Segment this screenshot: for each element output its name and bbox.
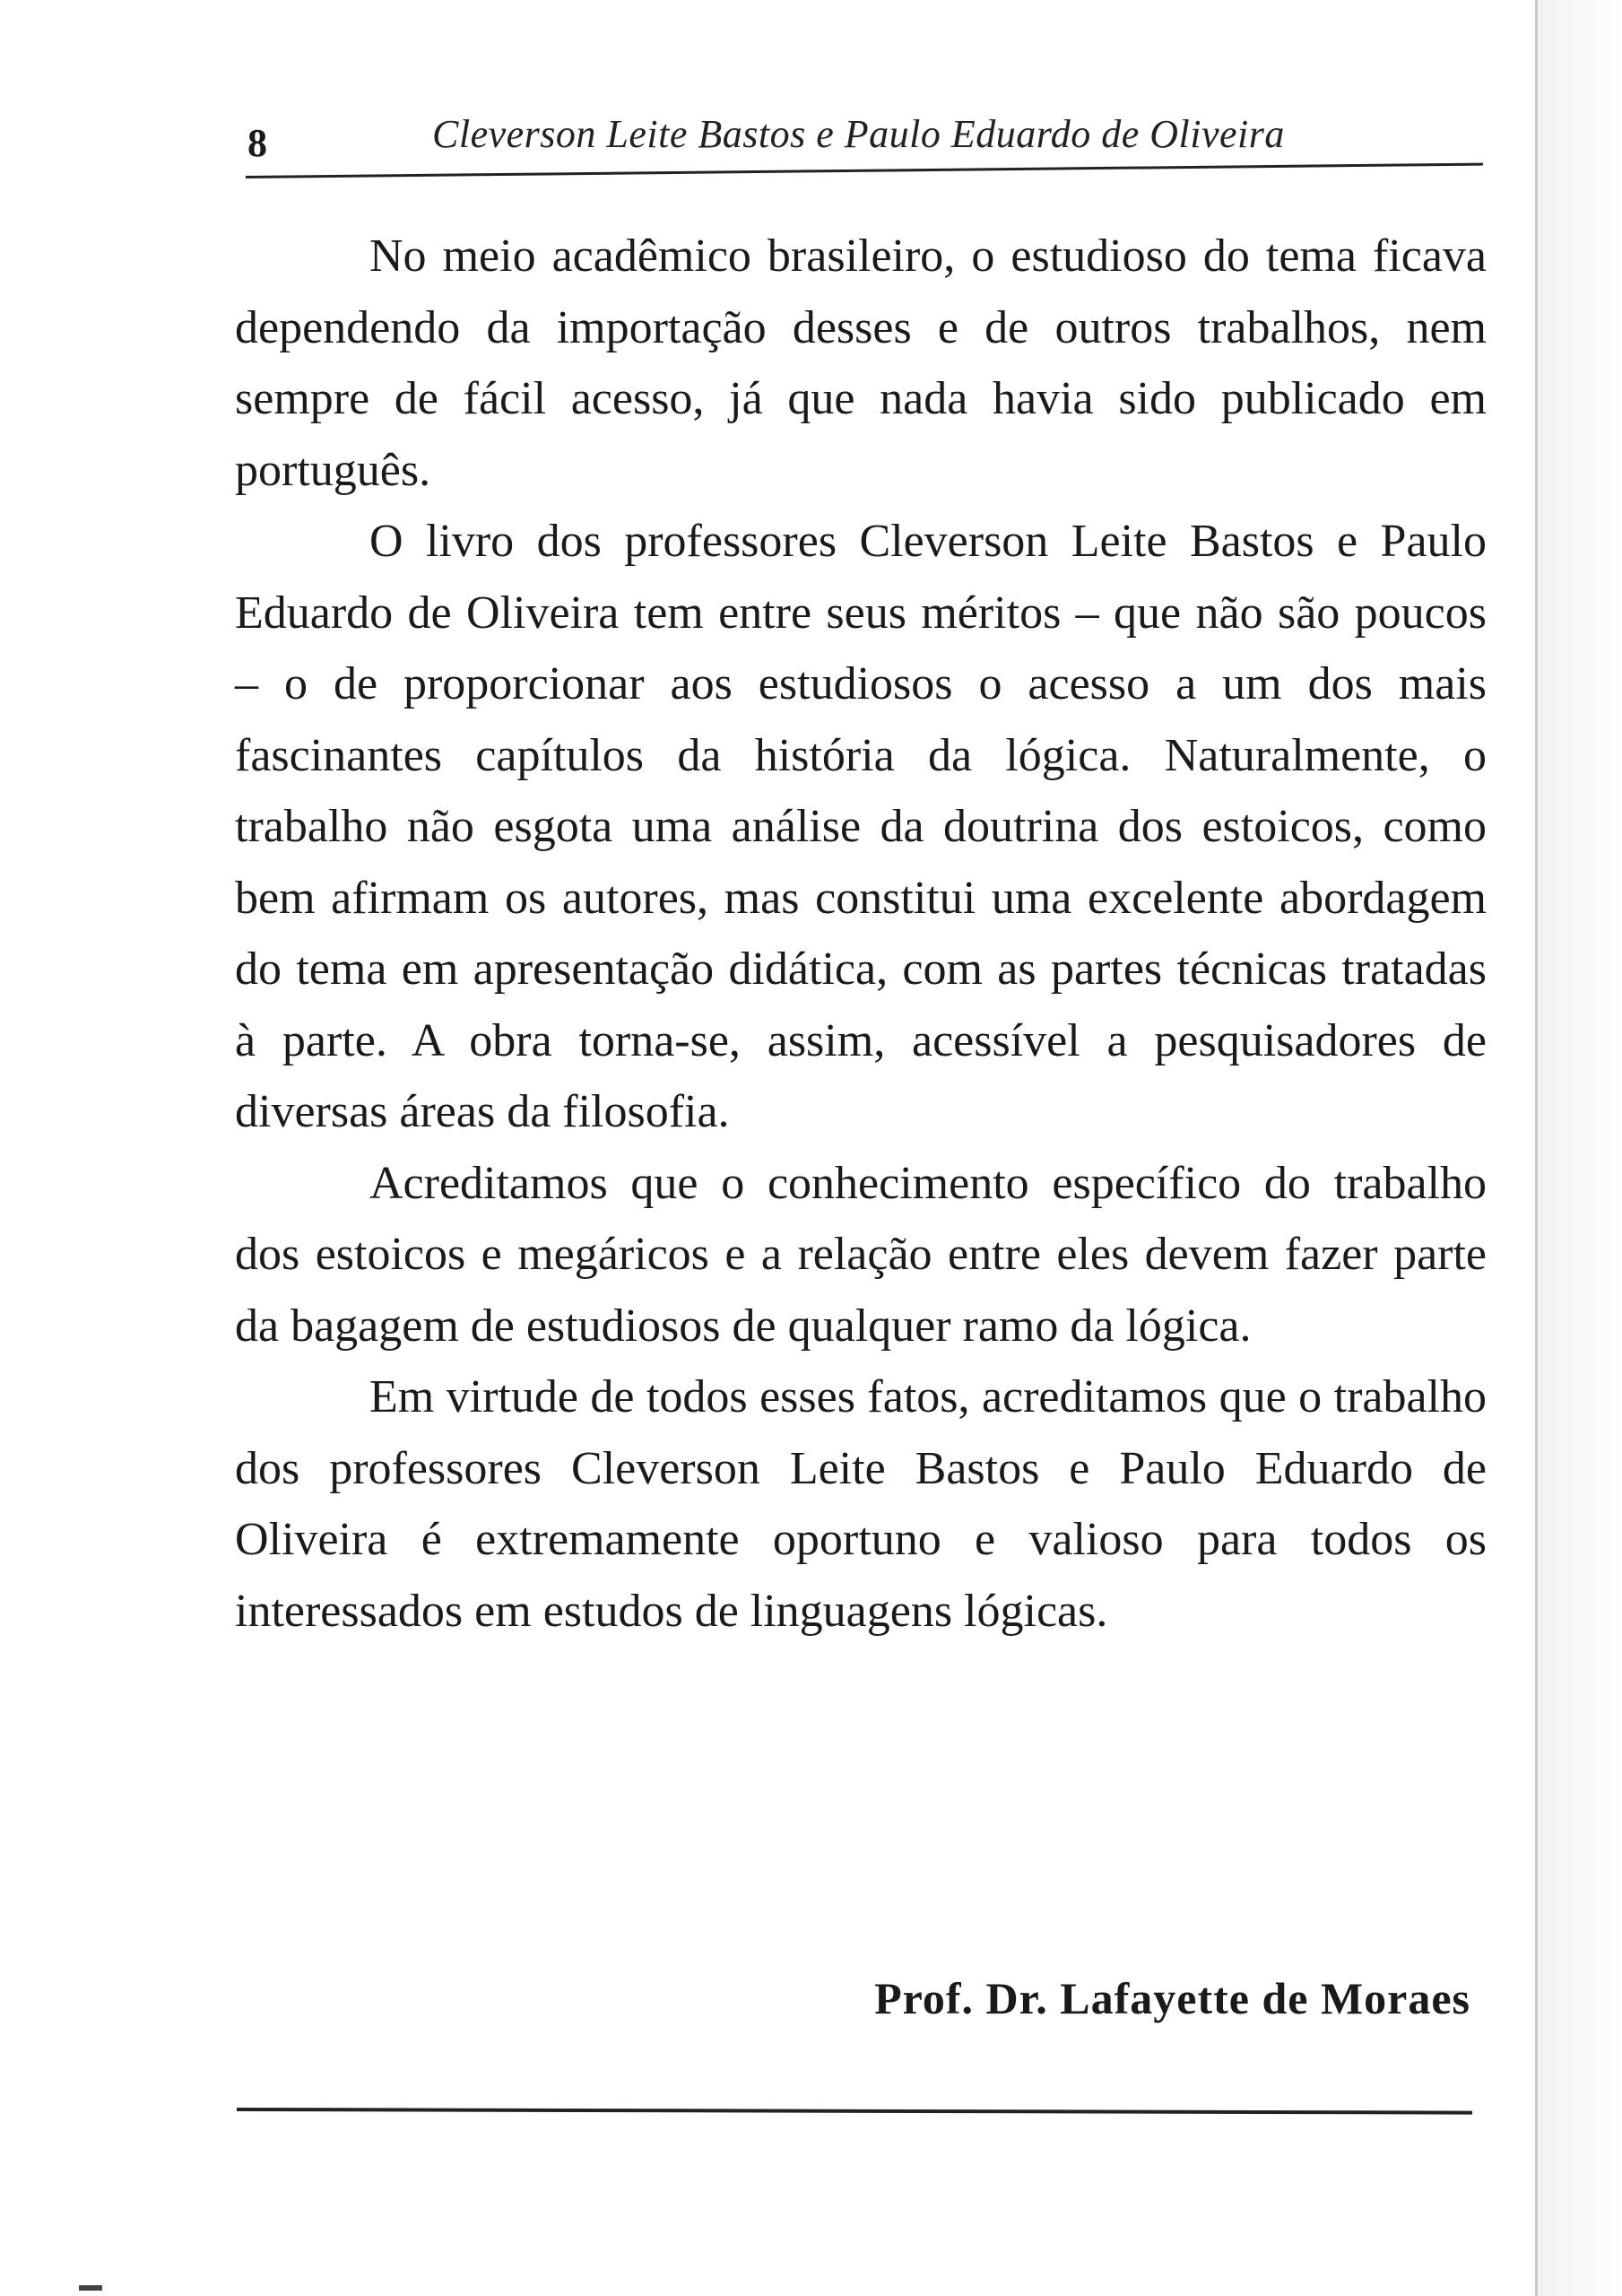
body-text <box>235 221 1487 1647</box>
signature: Prof. Dr. Lafayette de Moraes <box>874 1973 1470 2023</box>
paragraph: O livro dos professores Cleverson Leite Bastos e Paulo Eduardo de Oliveira tem entre seus méritos – que não são poucos – o de proporcionar aos estudiosos o acesso a um dos mais fascinantes capítulos da história da lógica. Naturalmente, o trabalho não esgota uma análise da doutrina dos estoicos, como bem afirmam os autores, mas constitui uma excelente abordagem do tema em apresentação didática, com as partes técnicas tratadas à parte. A obra torna-se, assim, acessível a pesquisadores de diversas áreas da filosofia. <box>235 516 1487 1137</box>
paragraph: No meio acadêmico brasileiro, o estudioso do tema ficava dependendo da importação desses e de outros trabalhos, nem sempre de fácil acesso, já que nada havia sido publicado em português. <box>235 230 1487 496</box>
page-number: 8 <box>247 121 267 165</box>
page-edge-shadow <box>1538 0 1622 2296</box>
running-head: Cleverson Leite Bastos e Paulo Eduardo de Oliveira <box>432 112 1285 156</box>
paragraph: Em virtude de todos esses fatos, acreditamos que o trabalho dos professores Cleverson Leite Bastos e Paulo Eduardo de Oliveira é extremamente oportuno e valioso para todos os interessados em estudos de linguagens lógicas. <box>235 1371 1487 1637</box>
scan-mark <box>79 2285 102 2291</box>
paragraph: Acreditamos que o conhecimento específico do trabalho dos estoicos e megáricos e a relação entre eles devem fazer parte da bagagem de estudiosos de qualquer ramo da lógica. <box>235 1157 1487 1352</box>
page-edge <box>1535 0 1538 2296</box>
page-header <box>244 112 1481 169</box>
footer-rule <box>237 2108 1472 2115</box>
